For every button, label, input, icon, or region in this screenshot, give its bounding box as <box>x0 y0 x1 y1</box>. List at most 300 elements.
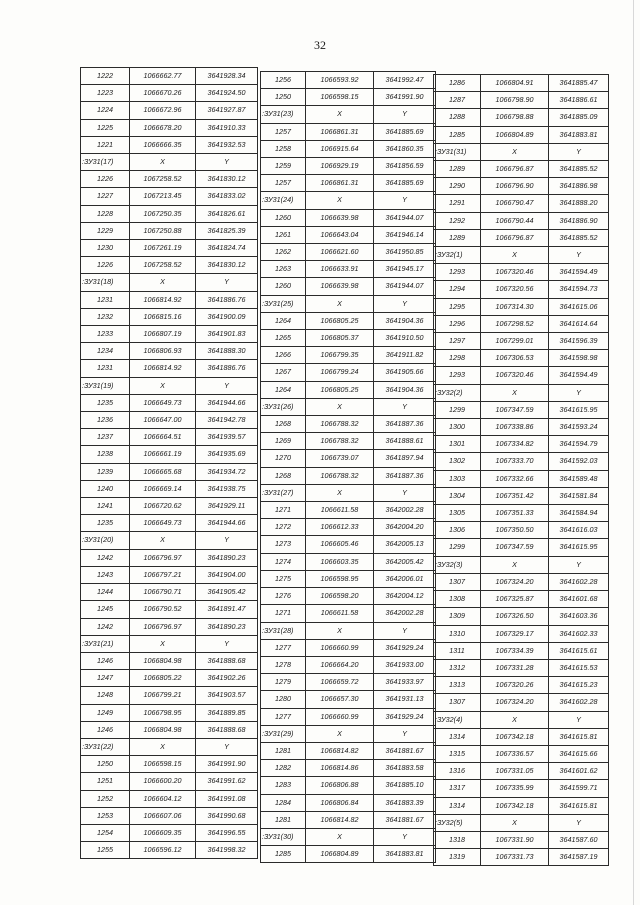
x-coordinate: 1067258.52 <box>130 171 196 188</box>
y-coordinate: 3641991.90 <box>196 756 258 773</box>
x-coordinate: 1066609.35 <box>130 824 196 841</box>
x-coordinate: 1067351.33 <box>481 505 549 522</box>
coordinates-table-column-1 <box>80 67 258 859</box>
x-coordinate: 1066806.84 <box>306 794 374 811</box>
y-coordinate: 3641615.81 <box>549 728 609 745</box>
parcel-label: :ЗУ31(22) <box>81 738 130 755</box>
point-number: 1233 <box>81 326 130 343</box>
table-row <box>261 656 436 673</box>
y-coordinate: 3641603.36 <box>549 608 609 625</box>
point-number: 1273 <box>261 536 306 553</box>
point-number: 1272 <box>261 519 306 536</box>
point-number: 1277 <box>261 639 306 656</box>
table-row <box>261 811 436 828</box>
point-number: 1314 <box>434 797 481 814</box>
y-coordinate: 3642004.20 <box>374 519 436 536</box>
table-row <box>434 212 609 229</box>
x-coordinate: 1067324.20 <box>481 573 549 590</box>
point-number: 1285 <box>434 126 481 143</box>
y-coordinate: 3641885.09 <box>549 109 609 126</box>
y-coordinate: 3641905.66 <box>374 364 436 381</box>
point-number: 1222 <box>81 68 130 85</box>
x-coordinate: 1066806.88 <box>306 777 374 794</box>
y-header: Y <box>196 635 258 652</box>
point-number: 1242 <box>81 618 130 635</box>
point-number: 1319 <box>434 849 481 866</box>
x-coordinate: 1067342.18 <box>481 728 549 745</box>
table-row <box>434 849 609 866</box>
x-coordinate: 1066649.73 <box>130 394 196 411</box>
y-coordinate: 3641615.53 <box>549 659 609 676</box>
x-header: X <box>306 725 374 742</box>
x-coordinate: 1067320.56 <box>481 281 549 298</box>
point-number: 1298 <box>434 350 481 367</box>
x-coordinate: 1066804.91 <box>481 75 549 92</box>
table-row <box>261 760 436 777</box>
table-row <box>81 343 258 360</box>
table-row <box>261 416 436 433</box>
y-coordinate: 3641885.10 <box>374 777 436 794</box>
point-number: 1250 <box>261 89 306 106</box>
y-coordinate: 3641881.67 <box>374 742 436 759</box>
y-coordinate: 3641996.55 <box>196 824 258 841</box>
table-row <box>261 777 436 794</box>
table-row <box>81 240 258 257</box>
point-number: 1288 <box>434 109 481 126</box>
parcel-label: :ЗУ32(2) <box>434 384 481 401</box>
y-coordinate: 3641596.39 <box>549 333 609 350</box>
point-number: 1237 <box>81 429 130 446</box>
point-number: 1303 <box>434 470 481 487</box>
table-row <box>261 536 436 553</box>
table-row <box>434 178 609 195</box>
y-coordinate: 3641897.94 <box>374 450 436 467</box>
table-row <box>81 222 258 239</box>
y-coordinate: 3641992.47 <box>374 72 436 89</box>
y-coordinate: 3641615.95 <box>549 539 609 556</box>
point-number: 1242 <box>81 549 130 566</box>
x-coordinate: 1067306.53 <box>481 350 549 367</box>
x-coordinate: 1067250.88 <box>130 222 196 239</box>
table-row <box>261 708 436 725</box>
table-row <box>261 226 436 243</box>
table-row <box>81 498 258 515</box>
point-number: 1249 <box>81 704 130 721</box>
point-number: 1232 <box>81 308 130 325</box>
x-coordinate: 1067347.59 <box>481 401 549 418</box>
x-coordinate: 1066647.00 <box>130 412 196 429</box>
point-number: 1226 <box>81 171 130 188</box>
x-coordinate: 1067334.82 <box>481 436 549 453</box>
table-row <box>434 694 609 711</box>
x-header: X <box>306 192 374 209</box>
y-coordinate: 3641885.69 <box>374 175 436 192</box>
x-coordinate: 1066804.89 <box>481 126 549 143</box>
x-coordinate: 1067261.19 <box>130 240 196 257</box>
table-row <box>434 298 609 315</box>
table-row <box>261 89 436 106</box>
x-coordinate: 1066611.58 <box>306 605 374 622</box>
y-coordinate: 3641887.36 <box>374 416 436 433</box>
x-header: X <box>481 143 549 160</box>
point-number: 1260 <box>261 209 306 226</box>
y-header: Y <box>196 377 258 394</box>
x-header: X <box>481 384 549 401</box>
table-row <box>434 126 609 143</box>
x-header: X <box>130 377 196 394</box>
point-number: 1234 <box>81 343 130 360</box>
x-coordinate: 1066799.35 <box>306 347 374 364</box>
y-coordinate: 3641885.52 <box>549 229 609 246</box>
x-coordinate: 1067331.73 <box>481 849 549 866</box>
x-coordinate: 1066814.92 <box>130 291 196 308</box>
table-row <box>81 102 258 119</box>
table-row <box>81 429 258 446</box>
y-coordinate: 3641885.69 <box>374 123 436 140</box>
table-row <box>434 161 609 178</box>
x-coordinate: 1066796.97 <box>130 618 196 635</box>
y-coordinate: 3641587.19 <box>549 849 609 866</box>
point-number: 1238 <box>81 446 130 463</box>
y-coordinate: 3641888.20 <box>549 195 609 212</box>
y-coordinate: 3641825.39 <box>196 222 258 239</box>
table-row <box>261 312 436 329</box>
parcel-label: :ЗУ31(25) <box>261 295 306 312</box>
y-coordinate: 3641991.62 <box>196 773 258 790</box>
x-header: X <box>306 398 374 415</box>
point-number: 1296 <box>434 315 481 332</box>
point-number: 1278 <box>261 656 306 673</box>
parcel-label: :ЗУ31(30) <box>261 828 306 845</box>
y-coordinate: 3641883.58 <box>374 760 436 777</box>
x-coordinate: 1067320.26 <box>481 677 549 694</box>
y-coordinate: 3641891.47 <box>196 601 258 618</box>
y-header: Y <box>374 828 436 845</box>
x-coordinate: 1067326.50 <box>481 608 549 625</box>
parcel-label: :ЗУ31(28) <box>261 622 306 639</box>
table-row <box>261 570 436 587</box>
x-coordinate: 1066788.32 <box>306 416 374 433</box>
table-row <box>261 123 436 140</box>
x-coordinate: 1066598.15 <box>130 756 196 773</box>
y-coordinate: 3641990.68 <box>196 807 258 824</box>
x-coordinate: 1067331.90 <box>481 831 549 848</box>
table-row <box>81 119 258 136</box>
y-coordinate: 3641933.00 <box>374 656 436 673</box>
parcel-header-row <box>81 738 258 755</box>
table-row <box>261 502 436 519</box>
point-number: 1268 <box>261 467 306 484</box>
x-coordinate: 1066796.97 <box>130 549 196 566</box>
point-number: 1282 <box>261 760 306 777</box>
point-number: 1258 <box>261 140 306 157</box>
y-coordinate: 3641945.17 <box>374 261 436 278</box>
table-row <box>81 704 258 721</box>
y-header: Y <box>374 484 436 501</box>
point-number: 1266 <box>261 347 306 364</box>
table-row <box>434 75 609 92</box>
point-number: 1227 <box>81 188 130 205</box>
y-coordinate: 3641905.42 <box>196 584 258 601</box>
page-number: 32 <box>314 38 326 52</box>
parcel-label: :ЗУ31(27) <box>261 484 306 501</box>
point-number: 1226 <box>81 257 130 274</box>
table-row <box>434 92 609 109</box>
table-row <box>81 463 258 480</box>
point-number: 1284 <box>261 794 306 811</box>
y-coordinate: 3641888.68 <box>196 721 258 738</box>
x-header: X <box>130 635 196 652</box>
y-coordinate: 3641830.12 <box>196 171 258 188</box>
x-header: X <box>306 828 374 845</box>
x-coordinate: 1066915.64 <box>306 140 374 157</box>
table-row <box>434 315 609 332</box>
point-number: 1245 <box>81 601 130 618</box>
x-coordinate: 1066805.22 <box>130 670 196 687</box>
x-coordinate: 1067320.46 <box>481 367 549 384</box>
y-coordinate: 3641594.79 <box>549 436 609 453</box>
x-coordinate: 1067325.87 <box>481 591 549 608</box>
point-number: 1283 <box>261 777 306 794</box>
point-number: 1236 <box>81 412 130 429</box>
table-row <box>261 261 436 278</box>
point-number: 1221 <box>81 136 130 153</box>
x-coordinate: 1066657.30 <box>306 691 374 708</box>
point-number: 1299 <box>434 401 481 418</box>
table-row <box>434 642 609 659</box>
y-header: Y <box>374 192 436 209</box>
y-coordinate: 3642006.01 <box>374 570 436 587</box>
y-coordinate: 3641592.03 <box>549 453 609 470</box>
y-coordinate: 3641856.59 <box>374 158 436 175</box>
point-number: 1300 <box>434 419 481 436</box>
y-coordinate: 3641587.60 <box>549 831 609 848</box>
point-number: 1265 <box>261 330 306 347</box>
point-number: 1304 <box>434 487 481 504</box>
table-row <box>261 674 436 691</box>
table-row <box>81 205 258 222</box>
x-coordinate: 1066739.07 <box>306 450 374 467</box>
table-row <box>81 670 258 687</box>
point-number: 1259 <box>261 158 306 175</box>
x-coordinate: 1066788.32 <box>306 433 374 450</box>
parcel-label: :ЗУ31(17) <box>81 154 130 171</box>
point-number: 1292 <box>434 212 481 229</box>
point-number: 1313 <box>434 677 481 694</box>
parcel-header-row <box>261 106 436 123</box>
table-row <box>261 588 436 605</box>
y-header: Y <box>374 106 436 123</box>
table-row <box>434 608 609 625</box>
x-header: X <box>481 556 549 573</box>
point-number: 1246 <box>81 721 130 738</box>
table-row <box>261 158 436 175</box>
y-coordinate: 3641615.95 <box>549 401 609 418</box>
y-coordinate: 3641902.26 <box>196 670 258 687</box>
table-row <box>434 505 609 522</box>
x-coordinate: 1066805.37 <box>306 330 374 347</box>
table-row <box>434 350 609 367</box>
y-coordinate: 3641929.24 <box>374 639 436 656</box>
table-row <box>434 659 609 676</box>
point-number: 1307 <box>434 573 481 590</box>
table-row <box>434 797 609 814</box>
y-coordinate: 3641594.49 <box>549 264 609 281</box>
table-row <box>261 794 436 811</box>
x-coordinate: 1067336.57 <box>481 745 549 762</box>
x-coordinate: 1066805.25 <box>306 312 374 329</box>
table-row <box>261 140 436 157</box>
table-row <box>434 625 609 642</box>
x-coordinate: 1066799.24 <box>306 364 374 381</box>
table-row <box>434 487 609 504</box>
point-number: 1275 <box>261 570 306 587</box>
table-row <box>261 278 436 295</box>
y-coordinate: 3641883.81 <box>549 126 609 143</box>
x-coordinate: 1066660.99 <box>306 708 374 725</box>
y-header: Y <box>549 556 609 573</box>
table-row <box>261 553 436 570</box>
x-coordinate: 1066720.62 <box>130 498 196 515</box>
point-number: 1241 <box>81 498 130 515</box>
y-coordinate: 3641928.34 <box>196 68 258 85</box>
x-coordinate: 1067334.39 <box>481 642 549 659</box>
y-coordinate: 3641886.76 <box>196 360 258 377</box>
y-coordinate: 3641886.61 <box>549 92 609 109</box>
table-row <box>261 330 436 347</box>
point-number: 1289 <box>434 229 481 246</box>
point-number: 1223 <box>81 85 130 102</box>
parcel-header-row <box>434 556 609 573</box>
y-coordinate: 3641904.00 <box>196 566 258 583</box>
y-header: Y <box>196 154 258 171</box>
point-number: 1310 <box>434 625 481 642</box>
y-coordinate: 3641616.03 <box>549 522 609 539</box>
point-number: 1287 <box>434 92 481 109</box>
point-number: 1256 <box>261 72 306 89</box>
x-header: X <box>130 274 196 291</box>
point-number: 1305 <box>434 505 481 522</box>
y-coordinate: 3641886.98 <box>549 178 609 195</box>
point-number: 1235 <box>81 515 130 532</box>
table-row <box>434 573 609 590</box>
x-header: X <box>306 295 374 312</box>
table-row <box>81 584 258 601</box>
y-coordinate: 3641888.68 <box>196 652 258 669</box>
y-header: Y <box>196 738 258 755</box>
x-coordinate: 1066662.77 <box>130 68 196 85</box>
y-coordinate: 3641934.72 <box>196 463 258 480</box>
table-row <box>261 244 436 261</box>
x-coordinate: 1066799.21 <box>130 687 196 704</box>
y-coordinate: 3641901.83 <box>196 326 258 343</box>
x-header: X <box>481 814 549 831</box>
y-coordinate: 3641939.57 <box>196 429 258 446</box>
x-coordinate: 1066598.95 <box>306 570 374 587</box>
point-number: 1290 <box>434 178 481 195</box>
y-header: Y <box>196 274 258 291</box>
x-coordinate: 1066929.19 <box>306 158 374 175</box>
y-coordinate: 3641887.36 <box>374 467 436 484</box>
y-coordinate: 3641602.28 <box>549 573 609 590</box>
parcel-header-row <box>81 154 258 171</box>
x-coordinate: 1066804.98 <box>130 721 196 738</box>
parcel-header-row <box>81 532 258 549</box>
point-number: 1289 <box>434 161 481 178</box>
point-number: 1264 <box>261 312 306 329</box>
y-coordinate: 3641944.07 <box>374 209 436 226</box>
table-row <box>434 763 609 780</box>
y-coordinate: 3641946.14 <box>374 226 436 243</box>
table-row <box>434 453 609 470</box>
point-number: 1231 <box>81 291 130 308</box>
y-coordinate: 3641581.84 <box>549 487 609 504</box>
scan-edge-line <box>633 0 634 905</box>
table-row <box>434 229 609 246</box>
x-coordinate: 1066790.47 <box>481 195 549 212</box>
parcel-header-row <box>81 377 258 394</box>
point-number: 1294 <box>434 281 481 298</box>
y-coordinate: 3641601.62 <box>549 763 609 780</box>
point-number: 1306 <box>434 522 481 539</box>
parcel-header-row <box>261 622 436 639</box>
x-coordinate: 1066604.12 <box>130 790 196 807</box>
y-coordinate: 3641903.57 <box>196 687 258 704</box>
y-header: Y <box>549 143 609 160</box>
x-coordinate: 1067351.42 <box>481 487 549 504</box>
point-number: 1291 <box>434 195 481 212</box>
point-number: 1267 <box>261 364 306 381</box>
y-coordinate: 3642005.13 <box>374 536 436 553</box>
y-coordinate: 3642004.12 <box>374 588 436 605</box>
table-row <box>81 446 258 463</box>
point-number: 1224 <box>81 102 130 119</box>
table-row <box>81 68 258 85</box>
x-coordinate: 1066807.19 <box>130 326 196 343</box>
y-coordinate: 3641991.90 <box>374 89 436 106</box>
x-coordinate: 1067331.05 <box>481 763 549 780</box>
y-coordinate: 3641950.85 <box>374 244 436 261</box>
table-row <box>434 109 609 126</box>
point-number: 1279 <box>261 674 306 691</box>
y-header: Y <box>374 725 436 742</box>
table-row <box>81 326 258 343</box>
parcel-label: :ЗУ31(23) <box>261 106 306 123</box>
x-coordinate: 1066593.92 <box>306 72 374 89</box>
table-row <box>261 364 436 381</box>
y-coordinate: 3641888.30 <box>196 343 258 360</box>
x-coordinate: 1066596.12 <box>130 842 196 859</box>
point-number: 1307 <box>434 694 481 711</box>
parcel-label: :ЗУ31(29) <box>261 725 306 742</box>
y-coordinate: 3641927.87 <box>196 102 258 119</box>
x-header: X <box>306 622 374 639</box>
x-coordinate: 1066672.96 <box>130 102 196 119</box>
table-row <box>434 470 609 487</box>
y-coordinate: 3641911.82 <box>374 347 436 364</box>
parcel-header-row <box>434 814 609 831</box>
y-coordinate: 3641615.61 <box>549 642 609 659</box>
y-coordinate: 3641615.06 <box>549 298 609 315</box>
y-coordinate: 3641929.11 <box>196 498 258 515</box>
table-row <box>81 257 258 274</box>
y-coordinate: 3642002.28 <box>374 605 436 622</box>
table-row <box>434 780 609 797</box>
point-number: 1271 <box>261 502 306 519</box>
point-number: 1248 <box>81 687 130 704</box>
y-coordinate: 3641584.94 <box>549 505 609 522</box>
point-number: 1261 <box>261 226 306 243</box>
